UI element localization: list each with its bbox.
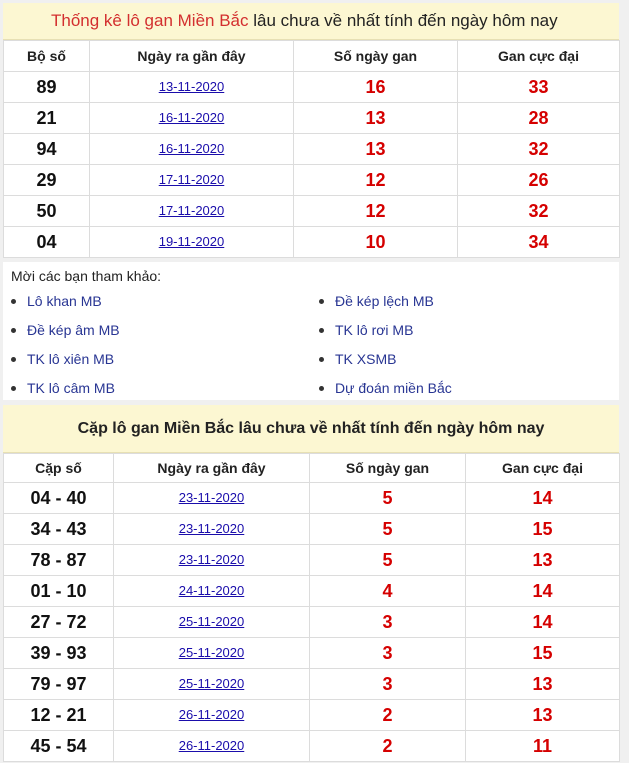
reference-link[interactable]: TK XSMB xyxy=(335,351,397,367)
date-cell xyxy=(114,576,310,607)
cap-so-cell: 04 - 40 xyxy=(4,483,114,514)
table-row xyxy=(4,134,620,165)
reference-list-left xyxy=(11,290,120,406)
bullet-icon xyxy=(319,328,324,333)
gan-cuc-dai-cell: 13 xyxy=(466,545,620,576)
date-cell xyxy=(90,165,294,196)
reference-item xyxy=(11,290,120,319)
gan-cuc-dai-cell: 15 xyxy=(466,514,620,545)
so-ngay-gan-cell: 5 xyxy=(310,545,466,576)
date-link[interactable]: 17-11-2020 xyxy=(158,172,225,187)
table-row xyxy=(4,545,620,576)
gan-cuc-dai-cell: 33 xyxy=(458,72,620,103)
gan-cuc-dai-cell: 28 xyxy=(458,103,620,134)
bullet-icon xyxy=(11,386,16,391)
so-ngay-gan-cell: 16 xyxy=(294,72,458,103)
bullet-icon xyxy=(11,299,16,304)
table-row xyxy=(4,514,620,545)
date-cell xyxy=(90,72,294,103)
table-row xyxy=(4,700,620,731)
table-row xyxy=(4,483,620,514)
cap-lo-gan-grid xyxy=(3,453,620,762)
so-ngay-gan-cell: 2 xyxy=(310,700,466,731)
bullet-icon xyxy=(319,357,324,362)
reference-item xyxy=(319,319,452,348)
reference-list-right xyxy=(319,290,452,406)
date-cell xyxy=(114,669,310,700)
reference-link[interactable]: Dự đoán miền Bắc xyxy=(335,380,452,396)
gan-cuc-dai-cell: 11 xyxy=(466,731,620,762)
gan-cuc-dai-cell: 34 xyxy=(458,227,620,258)
reference-link[interactable]: TK lô rơi MB xyxy=(335,322,414,338)
cap-so-cell: 78 - 87 xyxy=(4,545,114,576)
date-cell xyxy=(90,227,294,258)
reference-item xyxy=(319,290,452,319)
reference-box xyxy=(3,262,619,400)
header-ngay-ra: Ngày ra gần đây xyxy=(90,41,294,72)
date-link[interactable]: 19-11-2020 xyxy=(158,234,225,249)
gan-cuc-dai-cell: 26 xyxy=(458,165,620,196)
bullet-icon xyxy=(319,299,324,304)
reference-item xyxy=(11,377,120,406)
date-cell xyxy=(90,134,294,165)
bo-so-cell: 29 xyxy=(4,165,90,196)
header-so-ngay-gan: Số ngày gan xyxy=(310,454,466,483)
date-cell xyxy=(114,731,310,762)
bo-so-cell: 21 xyxy=(4,103,90,134)
gan-cuc-dai-cell: 14 xyxy=(466,607,620,638)
reference-item xyxy=(11,319,120,348)
cap-so-cell: 39 - 93 xyxy=(4,638,114,669)
date-cell xyxy=(90,196,294,227)
table-row xyxy=(4,638,620,669)
lo-gan-grid xyxy=(3,40,620,258)
date-link[interactable]: 25-11-2020 xyxy=(178,614,245,629)
lo-gan-title-rest: lâu chưa về nhất tính đến ngày hôm nay xyxy=(248,11,558,30)
date-link[interactable]: 16-11-2020 xyxy=(158,141,225,156)
so-ngay-gan-cell: 3 xyxy=(310,638,466,669)
date-cell xyxy=(114,483,310,514)
date-link[interactable]: 16-11-2020 xyxy=(158,110,225,125)
header-gan-cuc-dai: Gan cực đại xyxy=(458,41,620,72)
so-ngay-gan-cell: 13 xyxy=(294,134,458,165)
cap-so-cell: 27 - 72 xyxy=(4,607,114,638)
gan-cuc-dai-cell: 15 xyxy=(466,638,620,669)
header-bo-so: Bộ số xyxy=(4,41,90,72)
reference-title: Mời các bạn tham khảo: xyxy=(11,268,162,284)
bo-so-cell: 89 xyxy=(4,72,90,103)
bo-so-cell: 04 xyxy=(4,227,90,258)
table-row xyxy=(4,227,620,258)
so-ngay-gan-cell: 5 xyxy=(310,514,466,545)
reference-item xyxy=(319,377,452,406)
so-ngay-gan-cell: 2 xyxy=(310,731,466,762)
reference-item xyxy=(319,348,452,377)
header-row xyxy=(4,41,620,72)
header-gan-cuc-dai: Gan cực đại xyxy=(466,454,620,483)
so-ngay-gan-cell: 12 xyxy=(294,196,458,227)
date-link[interactable]: 13-11-2020 xyxy=(158,79,225,94)
header-row xyxy=(4,454,620,483)
reference-link[interactable]: Đề kép lệch MB xyxy=(335,293,434,309)
cap-so-cell: 45 - 54 xyxy=(4,731,114,762)
bullet-icon xyxy=(319,386,324,391)
so-ngay-gan-cell: 4 xyxy=(310,576,466,607)
so-ngay-gan-cell: 12 xyxy=(294,165,458,196)
cap-lo-gan-table xyxy=(3,405,619,762)
table-row xyxy=(4,669,620,700)
bullet-icon xyxy=(11,357,16,362)
date-link[interactable]: 26-11-2020 xyxy=(178,707,245,722)
date-link[interactable]: 25-11-2020 xyxy=(178,645,245,660)
so-ngay-gan-cell: 13 xyxy=(294,103,458,134)
date-link[interactable]: 23-11-2020 xyxy=(178,490,245,505)
date-cell xyxy=(114,700,310,731)
bo-so-cell: 50 xyxy=(4,196,90,227)
date-cell xyxy=(114,607,310,638)
date-link[interactable]: 24-11-2020 xyxy=(178,583,245,598)
table-row xyxy=(4,607,620,638)
date-link[interactable]: 23-11-2020 xyxy=(178,521,245,536)
date-link[interactable]: 26-11-2020 xyxy=(178,738,245,753)
table-row xyxy=(4,103,620,134)
header-so-ngay-gan: Số ngày gan xyxy=(294,41,458,72)
reference-item xyxy=(11,348,120,377)
gan-cuc-dai-cell: 14 xyxy=(466,483,620,514)
gan-cuc-dai-cell: 13 xyxy=(466,669,620,700)
reference-link[interactable]: Đề kép âm MB xyxy=(27,322,120,338)
date-cell xyxy=(114,638,310,669)
cap-so-cell: 12 - 21 xyxy=(4,700,114,731)
lo-gan-table xyxy=(3,3,619,258)
reference-link[interactable]: Lô khan MB xyxy=(27,293,102,309)
table-row xyxy=(4,196,620,227)
lo-gan-table-title xyxy=(3,3,619,40)
date-cell xyxy=(90,103,294,134)
reference-link[interactable]: TK lô xiên MB xyxy=(27,351,115,367)
date-cell xyxy=(114,545,310,576)
cap-so-cell: 01 - 10 xyxy=(4,576,114,607)
gan-cuc-dai-cell: 32 xyxy=(458,196,620,227)
date-link[interactable]: 17-11-2020 xyxy=(158,203,225,218)
bo-so-cell: 94 xyxy=(4,134,90,165)
cap-so-cell: 79 - 97 xyxy=(4,669,114,700)
gan-cuc-dai-cell: 13 xyxy=(466,700,620,731)
table-row xyxy=(4,731,620,762)
table-row xyxy=(4,165,620,196)
header-cap-so: Cặp số xyxy=(4,454,114,483)
so-ngay-gan-cell: 5 xyxy=(310,483,466,514)
so-ngay-gan-cell: 10 xyxy=(294,227,458,258)
date-link[interactable]: 25-11-2020 xyxy=(178,676,245,691)
date-cell xyxy=(114,514,310,545)
cap-so-cell: 34 - 43 xyxy=(4,514,114,545)
bullet-icon xyxy=(11,328,16,333)
table-row xyxy=(4,576,620,607)
so-ngay-gan-cell: 3 xyxy=(310,607,466,638)
lo-gan-title-highlight: Thống kê lô gan Miền Bắc xyxy=(51,11,249,30)
reference-link[interactable]: TK lô câm MB xyxy=(27,380,115,396)
date-link[interactable]: 23-11-2020 xyxy=(178,552,245,567)
cap-lo-gan-table-title: Cặp lô gan Miền Bắc lâu chưa về nhất tính đến ngày hôm nay xyxy=(3,405,619,453)
header-ngay-ra: Ngày ra gần đây xyxy=(114,454,310,483)
gan-cuc-dai-cell: 14 xyxy=(466,576,620,607)
so-ngay-gan-cell: 3 xyxy=(310,669,466,700)
gan-cuc-dai-cell: 32 xyxy=(458,134,620,165)
table-row xyxy=(4,72,620,103)
